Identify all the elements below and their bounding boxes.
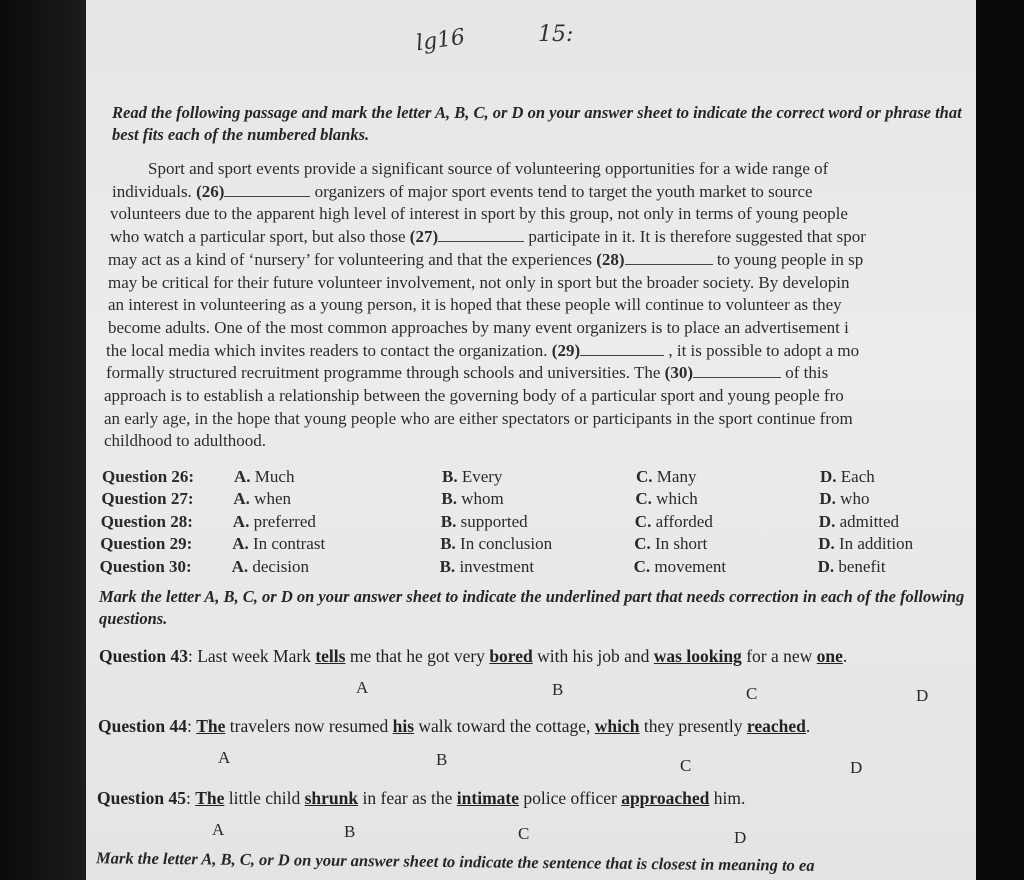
option-letter: B.	[439, 556, 456, 576]
sentence-text: for a new	[741, 646, 817, 666]
option-letter: A.	[231, 556, 249, 576]
choice-letter: A	[356, 678, 369, 697]
option-d	[820, 466, 875, 488]
option-letter: D.	[818, 534, 835, 554]
option-text: In addition	[838, 534, 914, 554]
option-a	[232, 556, 309, 578]
option-letter: A.	[233, 489, 250, 509]
underlined-part: reached	[746, 716, 806, 736]
sentence-text: : Last week Mark	[187, 646, 316, 666]
passage-text: who watch a particular sport, but also those	[110, 227, 410, 247]
passage-text: an interest in volunteering as a young person, it is hoped that these people will continue to volunteer as they	[108, 295, 842, 315]
passage-line	[108, 272, 850, 294]
option-letter: C.	[636, 467, 653, 486]
answer-blank	[625, 250, 713, 265]
background-right	[976, 0, 1024, 880]
question-label: Question 29:	[100, 534, 193, 554]
choice-letter: B	[552, 680, 564, 699]
background-left	[0, 0, 86, 880]
question-label: Question 43	[99, 646, 188, 666]
option-b	[440, 556, 534, 578]
option-c	[636, 466, 696, 488]
choice-letter: A	[218, 748, 231, 767]
option-text: investment	[459, 556, 535, 576]
choice-letter: A	[212, 820, 225, 839]
passage-line	[108, 294, 842, 316]
option-text: which	[656, 489, 698, 509]
passage-line	[110, 203, 848, 225]
option-text: Each	[840, 467, 875, 486]
option-text: Many	[656, 467, 697, 486]
passage-line	[106, 362, 828, 384]
blank-number: (27)	[409, 227, 439, 247]
answer-blank	[693, 363, 781, 378]
option-text: movement	[654, 556, 727, 576]
question-label: Question 30:	[99, 556, 192, 576]
answer-blank	[580, 341, 664, 356]
option-d	[818, 533, 913, 555]
passage-line	[108, 249, 863, 271]
option-a	[234, 466, 294, 488]
passage-line	[104, 408, 853, 430]
passage-text: may be critical for their future volunteer involvement, not only in sport but the broader society. By developin	[108, 272, 850, 292]
mc-question-row	[100, 533, 976, 555]
option-b	[442, 466, 502, 488]
sentence-text: him.	[709, 788, 746, 808]
passage-text: to young people in sp	[712, 249, 864, 269]
option-text: Much	[254, 467, 295, 486]
option-letter: B.	[441, 489, 457, 509]
option-d	[818, 556, 886, 578]
passage-text: , it is possible to adopt a mo	[664, 340, 860, 360]
mc-question-row	[101, 511, 976, 533]
blank-number: (30)	[664, 363, 693, 383]
passage-text: childhood to adulthood.	[104, 431, 266, 451]
option-text: admitted	[839, 511, 900, 531]
underlined-part: The	[195, 788, 225, 808]
passage-text: formally structured recruitment programme through schools and universities. The	[106, 363, 665, 383]
question-label: Question 45	[97, 788, 186, 808]
option-a	[232, 533, 325, 555]
option-text: afforded	[655, 511, 713, 531]
option-c	[634, 556, 727, 578]
sentence-text: walk toward the cottage,	[414, 716, 595, 736]
option-letter: B.	[442, 467, 458, 486]
option-letter: A.	[232, 511, 250, 531]
passage-text: of this	[780, 363, 829, 383]
next-instruction: Mark the letter A, B, C, or D on your answer sheet to indicate the sentence that is closest in meaning to ea	[95, 848, 815, 875]
passage-line	[110, 226, 866, 248]
error-question-45	[97, 786, 745, 810]
answer-blank	[224, 182, 310, 197]
option-letter: A.	[234, 467, 251, 486]
passage-text: participate in it. It is therefore suggested that spor	[524, 227, 866, 247]
choice-letter: B	[436, 750, 448, 769]
blank-number: (28)	[596, 249, 625, 269]
error-question-44	[98, 714, 810, 738]
passage-line	[104, 430, 266, 452]
option-text: In short	[654, 534, 708, 554]
option-letter: D.	[820, 467, 837, 486]
option-text: whom	[461, 489, 504, 509]
option-text: benefit	[838, 556, 886, 576]
underlined-part: one	[816, 646, 843, 666]
sentence-text: they presently	[639, 716, 747, 736]
passage-text: may act as a kind of ‘nursery’ for volunteering and that the experiences	[108, 249, 597, 269]
mc-question-row	[102, 466, 976, 488]
passage-text: become adults. One of the most common approaches by many event organizers is to place an advertisement i	[108, 317, 849, 337]
underlined-part: The	[196, 716, 226, 736]
exam-sheet	[86, 0, 976, 880]
passage-text: Sport and sport events provide a significant source of volunteering opportunities for a wide range of	[148, 159, 829, 178]
answer-blank	[438, 227, 524, 242]
sentence-text: :	[185, 788, 196, 808]
mc-question-row	[100, 556, 976, 578]
option-b	[441, 511, 528, 533]
sentence-text: me that he got very	[345, 646, 490, 666]
sentence-text: travelers now resumed	[225, 716, 393, 736]
option-text: In contrast	[252, 534, 326, 554]
blank-number: (29)	[551, 340, 581, 360]
option-d	[819, 488, 869, 510]
sentence-text: .	[805, 716, 811, 736]
question-label: Question 28:	[100, 511, 193, 531]
mc-question-row	[101, 488, 976, 510]
option-letter: D.	[818, 511, 836, 531]
option-b	[440, 533, 552, 555]
option-letter: D.	[817, 556, 835, 576]
underlined-part: shrunk	[304, 788, 359, 808]
option-text: In conclusion	[460, 534, 553, 554]
underlined-part: approached	[621, 788, 710, 808]
choice-letter: B	[344, 822, 356, 841]
sentence-text: in fear as the	[358, 788, 457, 808]
passage-line	[106, 340, 859, 362]
option-text: supported	[460, 511, 528, 531]
underlined-part: which	[594, 716, 640, 736]
passage-text: the local media which invites readers to contact the organization.	[106, 340, 552, 360]
question-label: Question 26:	[102, 467, 195, 486]
handwritten-mark: lg16	[414, 24, 467, 57]
option-d	[819, 511, 899, 533]
option-text: who	[840, 489, 870, 509]
option-letter: C.	[634, 511, 652, 531]
underlined-part: bored	[489, 646, 533, 666]
option-letter: C.	[633, 556, 651, 576]
passage-text: approach is to establish a relationship between the governing body of a particular sport and young people fro	[104, 386, 844, 405]
error-question-43	[99, 644, 847, 668]
blank-number: (26)	[196, 181, 225, 201]
option-b	[441, 488, 503, 510]
option-letter: C.	[634, 534, 651, 554]
choice-letter: D	[850, 758, 863, 777]
option-c	[635, 511, 713, 533]
option-text: when	[254, 489, 291, 509]
option-letter: B.	[440, 511, 457, 531]
passage-line	[112, 181, 813, 203]
passage-text: volunteers due to the apparent high level of interest in sport by this group, not only in terms of young people	[110, 204, 848, 224]
underlined-part: was looking	[653, 646, 742, 666]
passage-line	[148, 158, 828, 180]
underlined-part: his	[392, 716, 414, 736]
choice-letter: C	[518, 824, 530, 843]
choice-letter: D	[916, 686, 929, 705]
passage-text: organizers of major sport events tend to target the youth market to source	[310, 181, 813, 201]
sentence-text: .	[842, 646, 848, 666]
option-c	[634, 533, 707, 555]
passage-line	[104, 385, 844, 407]
option-text: preferred	[253, 511, 316, 531]
underlined-part: tells	[315, 646, 346, 666]
choice-letter: D	[734, 828, 747, 847]
sentence-text: with his job and	[532, 646, 654, 666]
option-letter: D.	[819, 489, 836, 509]
question-label: Question 44	[98, 716, 187, 736]
option-text: decision	[252, 556, 310, 576]
option-letter: B.	[440, 534, 456, 554]
sentence-text: police officer	[519, 788, 622, 808]
underlined-part: intimate	[456, 788, 519, 808]
handwritten-score: 15:	[538, 22, 574, 47]
sentence-text: :	[186, 716, 197, 736]
reading-instruction: Read the following passage and mark the letter A, B, C, or D on your answer sheet to indicate the correct word or phrase that best fits each of the numbered blanks.	[112, 103, 962, 144]
option-letter: C.	[635, 489, 652, 509]
option-a	[233, 488, 291, 510]
option-a	[233, 511, 316, 533]
error-instruction: Mark the letter A, B, C, or D on your answer sheet to indicate the underlined part that needs correction in each of the following questions.	[99, 587, 965, 628]
passage-text: an early age, in the hope that young people who are either spectators or participants in the sport continue from	[104, 408, 853, 428]
sentence-text: little child	[224, 788, 305, 808]
passage-text: individuals.	[112, 181, 197, 201]
question-label: Question 27:	[101, 489, 194, 509]
choice-letter: C	[680, 756, 692, 775]
passage-line	[108, 317, 849, 339]
choice-letter: C	[746, 684, 758, 703]
option-c	[635, 488, 697, 510]
option-text: Every	[461, 467, 503, 486]
option-letter: A.	[232, 534, 249, 554]
